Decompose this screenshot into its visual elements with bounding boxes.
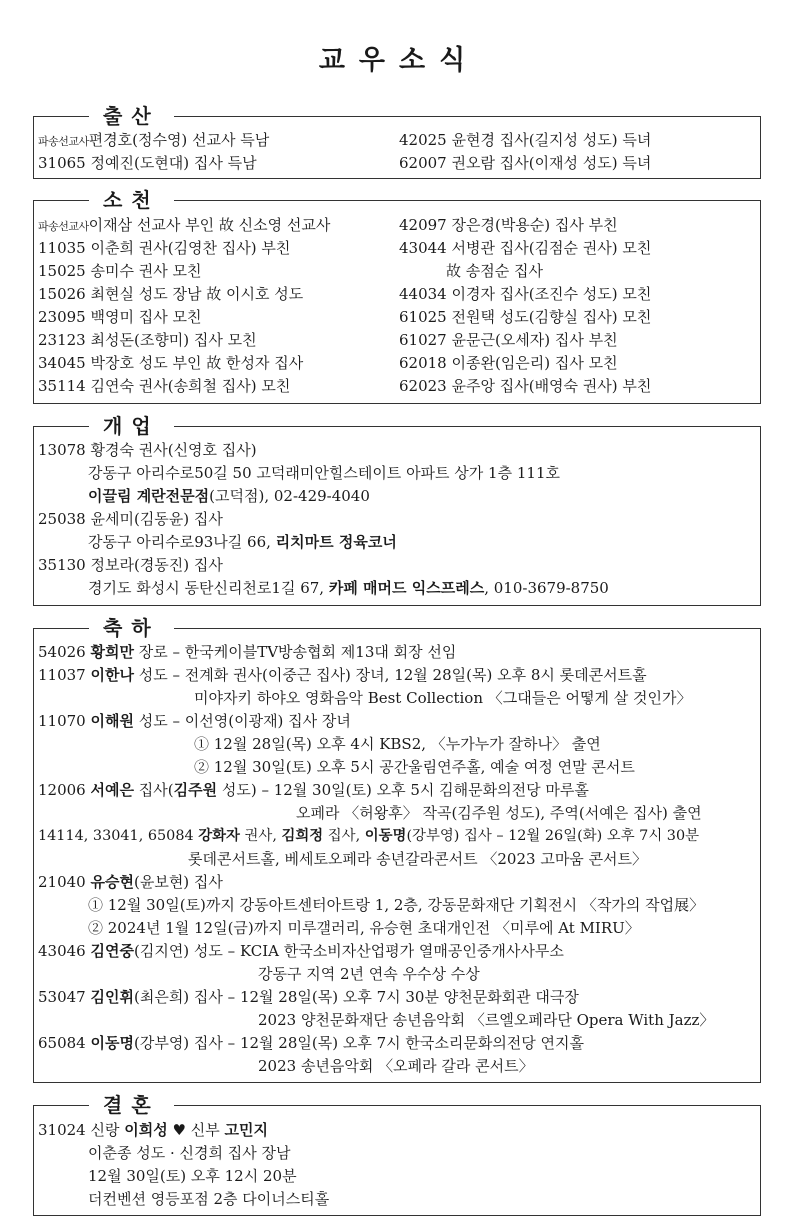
list-item: 12월 30일(토) 오후 12시 20분: [88, 1167, 297, 1185]
list-item: 62018 이종완(임은리) 집사 모친: [399, 354, 618, 372]
list-item: 35114 김연숙 권사(송희철 집사) 모친: [38, 377, 291, 395]
list-item: 43046 김연중(김지연) 성도 – KCIA 한국소비자산업평가 열매공인중개사사무소: [38, 942, 564, 960]
list-item: 61027 윤문근(오세자) 집사 부친: [399, 331, 618, 349]
list-item: 11035 이춘희 권사(김영찬 집사) 부친: [38, 239, 291, 257]
list-item: 14114, 33041, 65084 강화자 권사, 김희정 집사, 이동명(강부영) 집사 – 12월 26일(화) 오후 7시 30분: [38, 827, 700, 844]
list-item: 42025 윤현경 집사(길지성 성도) 득녀: [399, 131, 652, 149]
list-item: 31065 정예진(도현대) 집사 득남: [38, 154, 257, 172]
list-item: 25038 윤세미(김동윤) 집사: [38, 510, 223, 528]
list-item: 12006 서예은 집사(김주원 성도) – 12월 30일(토) 오후 5시 김해문화의전당 마루홀: [38, 781, 589, 799]
list-item: 이춘종 성도 · 신경희 집사 장남: [88, 1144, 291, 1162]
list-item: 53047 김인휘(최은희) 집사 – 12월 28일(목) 오후 7시 30분 양천문화회관 대극장: [38, 988, 579, 1006]
list-item: 파송선교사편경호(정수영) 선교사 득남: [38, 131, 270, 149]
list-item: 경기도 화성시 동탄신리천로1길 67, 카페 매머드 익스프레스, 010-3679-8750: [88, 579, 609, 597]
list-item: 2023 양천문화재단 송년음악회 〈르엘오페라단 Opera With Jazz〉: [258, 1011, 715, 1029]
list-item: 파송선교사이재삼 선교사 부인 故 신소영 선교사: [38, 216, 331, 234]
list-item: 더컨벤션 영등포점 2층 다이너스티홀: [88, 1190, 330, 1208]
section-title-birth: 출산: [89, 103, 174, 129]
section-title-opening: 개업: [89, 413, 174, 439]
list-item: 34045 박장호 성도 부인 故 한성자 집사: [38, 354, 304, 372]
list-item: 강동구 아리수로50길 50 고덕래미안힐스테이트 아파트 상가 1층 111호: [88, 464, 560, 482]
list-item: 13078 황경숙 권사(신영호 집사): [38, 441, 257, 459]
death-section: [33, 188, 761, 404]
list-item: 15026 최현실 성도 장남 故 이시호 성도: [38, 285, 304, 303]
list-item: 44034 이경자 집사(조진수 성도) 모친: [399, 285, 652, 303]
congrats-section: [33, 616, 761, 1083]
list-item: 롯데콘서트홀, 베세토오페라 송년갈라콘서트 〈2023 고마움 콘서트〉: [188, 850, 648, 868]
section-title-wedding: 결혼: [89, 1092, 174, 1118]
list-item: 43044 서병관 집사(김점순 권사) 모친: [399, 239, 652, 257]
list-item: 오페라 〈허왕후〉 작곡(김주원 성도), 주역(서예은 집사) 출연: [296, 804, 702, 822]
list-item: 54026 황희만 장로 – 한국케이블TV방송협회 제13대 회장 선임: [38, 643, 457, 661]
list-item: 2023 송년음악회 〈오페라 갈라 콘서트〉: [258, 1057, 534, 1075]
birth-section: [33, 104, 761, 179]
list-item: 61025 전원택 성도(김향실 집사) 모친: [399, 308, 652, 326]
list-item: 故 송점순 집사: [446, 262, 543, 280]
list-item: 11037 이한나 성도 – 전계화 권사(이중근 집사) 장녀, 12월 28일(목) 오후 8시 롯데콘서트홀: [38, 666, 647, 684]
list-item: 35130 정보라(경동진) 집사: [38, 556, 223, 574]
list-item: ② 2024년 1월 12일(금)까지 미루갤러리, 유승현 초대개인전 〈미루에 At MIRU〉: [88, 919, 640, 937]
list-item: ① 12월 30일(토)까지 강동아트센터아트랑 1, 2층, 강동문화재단 기획전시 〈작가의 작업展〉: [88, 896, 705, 914]
list-item: ② 12월 30일(토) 오후 5시 공간울림연주홀, 예술 여정 연말 콘서트: [194, 758, 635, 776]
heart-icon: ♥: [172, 1121, 186, 1139]
opening-section: [33, 414, 761, 606]
list-item: 강동구 지역 2년 연속 우수상 수상: [258, 965, 480, 983]
page-title: 교우소식: [318, 45, 480, 76]
list-item: 62007 권오람 집사(이재성 성도) 득녀: [399, 154, 652, 172]
list-item: 21040 유승현(윤보현) 집사: [38, 873, 223, 891]
list-item: 11070 이해원 성도 – 이선영(이광재) 집사 장녀: [38, 712, 351, 730]
list-item: ① 12월 28일(목) 오후 4시 KBS2, 〈누가누가 잘하나〉 출연: [194, 735, 601, 753]
list-item: 강동구 아리수로93나길 66, 리치마트 정육코너: [88, 533, 397, 551]
list-item: 65084 이동명(강부영) 집사 – 12월 28일(목) 오후 7시 한국소리문화의전당 연지홀: [38, 1034, 585, 1052]
list-item: 31024 신랑 이희성 ♥ 신부 고민지: [38, 1121, 268, 1139]
wedding-section: [33, 1093, 761, 1216]
list-item: 미야자키 하야오 영화음악 Best Collection 〈그대들은 어떻게 살 것인가〉: [194, 689, 692, 707]
list-item: 15025 송미수 권사 모친: [38, 262, 202, 280]
list-item: 이끌림 계란전문점(고덕점), 02-429-4040: [88, 487, 370, 505]
list-item: 62023 윤주앙 집사(배영숙 권사) 부친: [399, 377, 652, 395]
list-item: 23123 최성돈(조향미) 집사 모친: [38, 331, 257, 349]
section-title-death: 소천: [89, 187, 174, 213]
list-item: 23095 백영미 집사 모친: [38, 308, 202, 326]
list-item: 42097 장은경(박용순) 집사 부친: [399, 216, 618, 234]
section-title-congrats: 축하: [89, 615, 174, 641]
